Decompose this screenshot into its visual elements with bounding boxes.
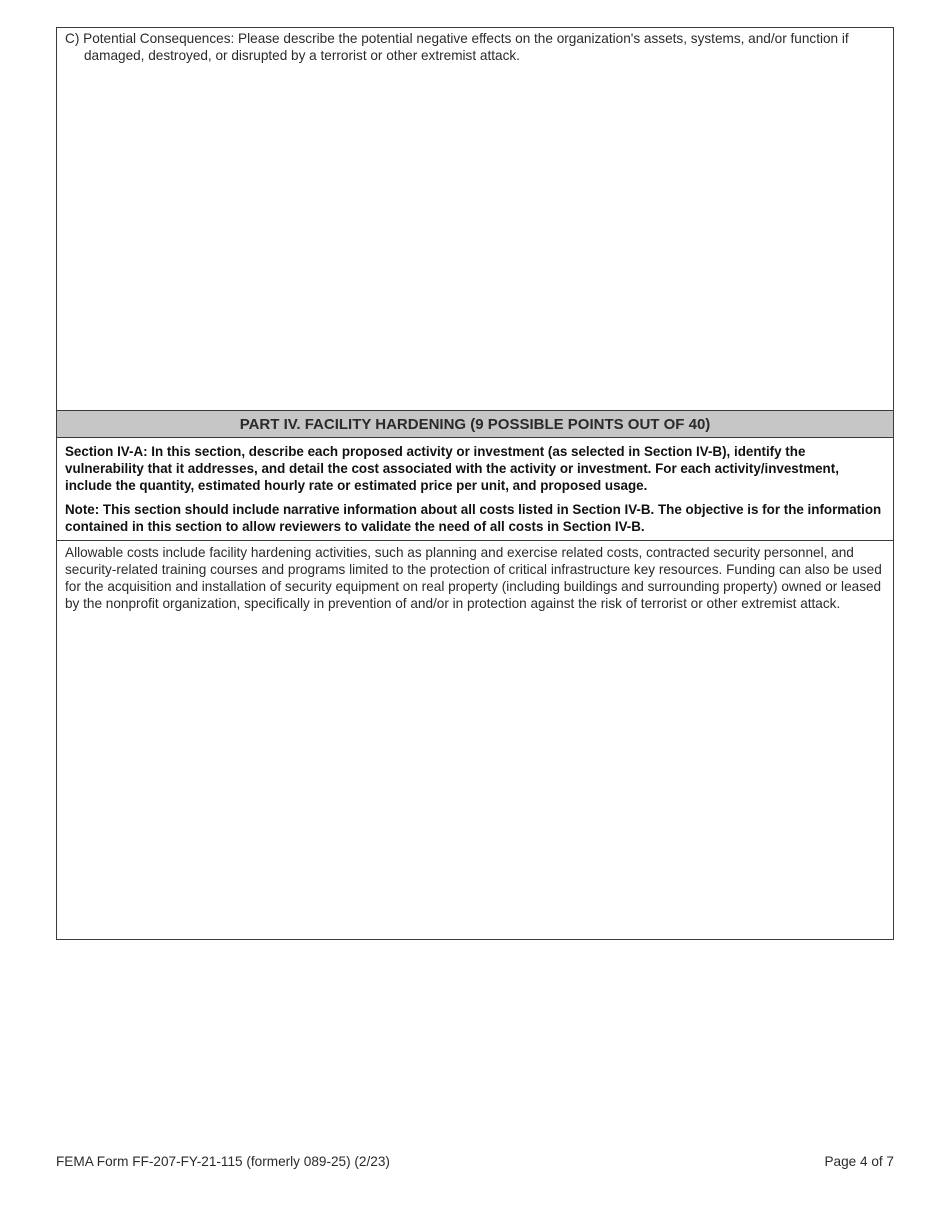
part-iv-header: PART IV. FACILITY HARDENING (9 POSSIBLE POINTS OUT OF 40) (57, 410, 893, 438)
form-identifier: FEMA Form FF-207-FY-21-115 (formerly 089-25) (2/23) (56, 1154, 390, 1169)
section-iv-a-instruction-text: Section IV-A: In this section, describe each proposed activity or investment (as selected in Section IV-B), identify the vulnerability that it addresses, and detail the cost associated with the activity or investment. For each activity/investment, include the quantity, estimated hourly rate or estimated price per unit, and proposed usage. (65, 444, 839, 493)
section-iv-a-instructions (57, 438, 893, 541)
section-iv-a-note: Note: This section should include narrative information about all costs listed in Section IV-B. The objective is for the information contained in this section to allow reviewers to validate the need of all costs in Section IV-B. (65, 502, 882, 534)
facility-hardening-narrative-text: Allowable costs include facility hardening activities, such as planning and exercise related costs, contracted security personnel, and security-related training courses and programs limited to the protection of critical infrastructure key resources. Funding can also be used for the acquisition and installation of security equipment on real property (including buildings and surrounding property) owned or leased by the nonprofit organization, specifically in prevention of and/or in protection against the risk of terrorist or other extremist attack. (65, 545, 882, 611)
facility-hardening-narrative-field[interactable] (57, 541, 893, 939)
page-number: Page 4 of 7 (824, 1154, 894, 1169)
potential-consequences-label: C) Potential Consequences: Please describe the potential negative effects on the organization's assets, systems, and/or function if damaged, destroyed, or disrupted by a terrorist or other extremist attack. (65, 31, 849, 63)
potential-consequences-field[interactable] (57, 28, 893, 410)
form-page (56, 27, 894, 940)
